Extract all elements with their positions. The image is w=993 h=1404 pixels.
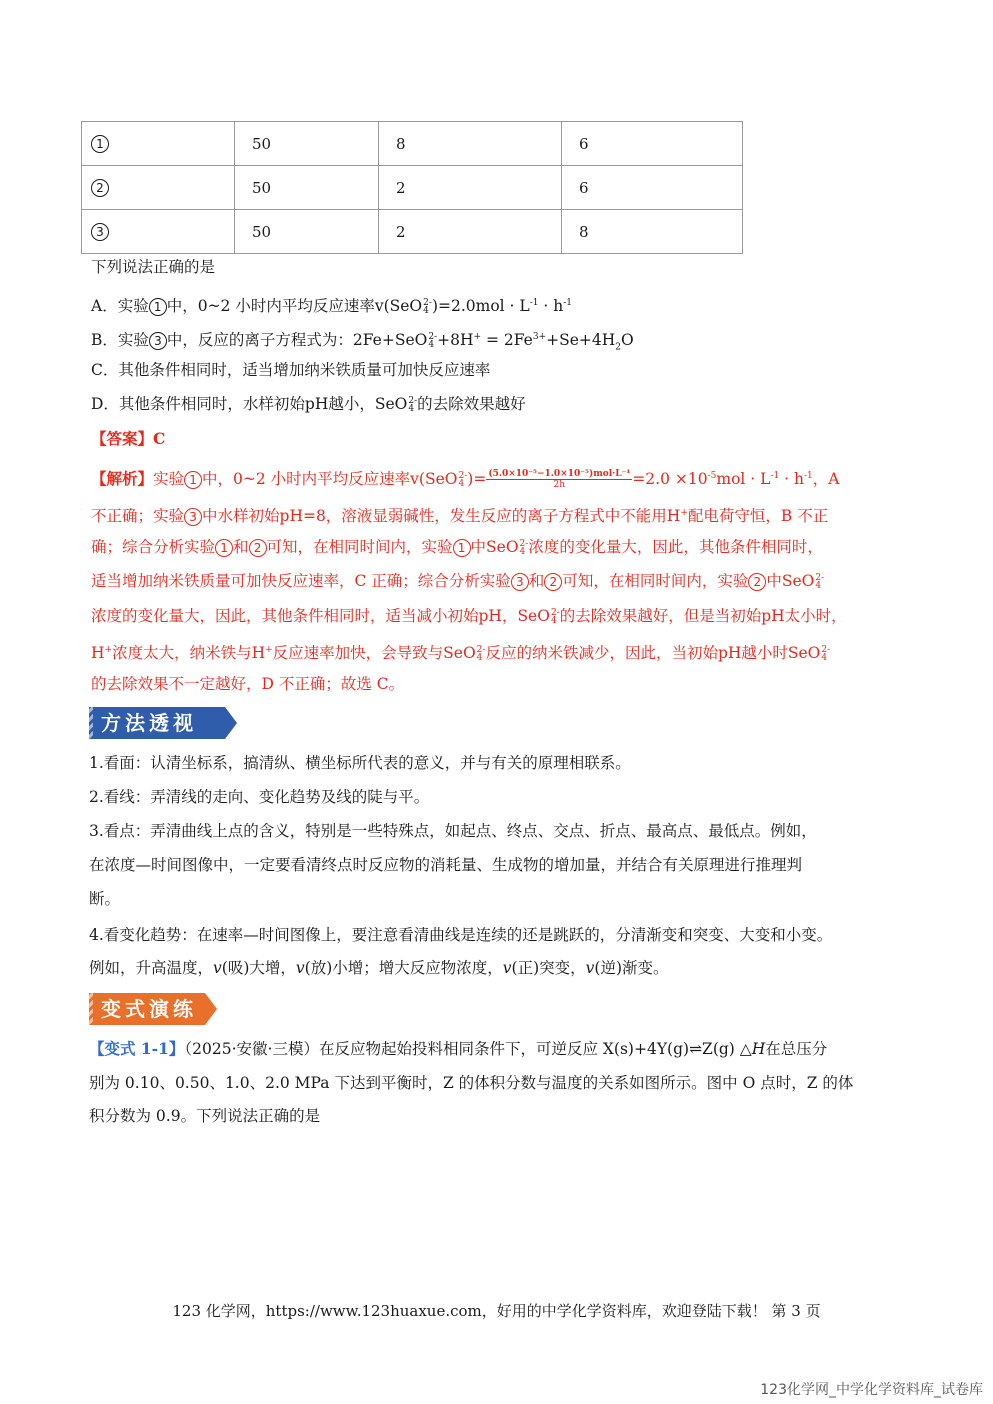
table-cell: 6 (562, 166, 743, 210)
fraction-numerator: (5.0×10⁻⁵−1.0×10⁻⁵)mol·L⁻¹ (488, 469, 631, 480)
analysis-label: 【解析】 (91, 469, 154, 489)
table-row (82, 166, 743, 210)
circled-number: 1 (184, 471, 202, 489)
superscript: 2- (458, 471, 468, 482)
circled-number: 2 (249, 539, 267, 557)
superscript: -5 (707, 471, 717, 481)
circled-number: 1 (149, 298, 167, 316)
circled-number: 3 (149, 332, 167, 350)
option-d-text: D．其他条件相同时，水样初始pH越小，SeO (91, 395, 408, 413)
option-b-text: B．实验 (91, 331, 149, 350)
superscript: 2- (550, 608, 560, 618)
circled-number: 2 (544, 573, 562, 591)
analysis-text: =2.0 ×10 (632, 470, 708, 489)
banner-tail (205, 993, 217, 1025)
option-b-text: O (621, 331, 634, 350)
superscript: 2- (423, 298, 432, 309)
analysis-text: 中SeO (470, 538, 519, 556)
method-text: v (295, 959, 305, 977)
variant-text: 在总压分 (765, 1040, 828, 1058)
ion-charge (520, 540, 529, 556)
analysis-text: 和 (233, 538, 249, 556)
analysis-text: · h (779, 470, 804, 489)
circled-number: 1 (215, 539, 233, 557)
subscript: 4 (821, 653, 828, 664)
answer-value: C (153, 429, 166, 448)
analysis-line-1 (91, 465, 839, 491)
option-b (91, 326, 634, 358)
table-cell (82, 166, 235, 210)
circled-number: 3 (511, 573, 529, 591)
analysis-text: 浓度太大，纳米铁与H (112, 644, 266, 663)
page-footer: 123 化学网，https://www.123huaxue.com，好用的中学化学资料库，欢迎登陆下载！ 第 3 页 (172, 1302, 821, 1320)
subscript: 4 (815, 581, 822, 591)
ion-charge (815, 574, 824, 590)
method-point-2: 2.看线：弄清线的走向、变化趋势及线的陡与平。 (89, 788, 430, 806)
option-b-text: = 2Fe (481, 331, 533, 350)
circled-number: 1 (91, 135, 109, 153)
superscript: 2- (476, 645, 486, 656)
answer-line (91, 428, 165, 450)
table-cell: 8 (562, 210, 743, 254)
analysis-text: 确；综合分析实验 (91, 538, 216, 556)
method-point-3c: 断。 (89, 890, 121, 908)
option-b-text: +Se+4H (546, 331, 616, 350)
subscript: 2 (615, 342, 621, 353)
variant-line-2: 别为 0.10、0.50、1.0、2.0 MPa 下达到平衡时，Z 的体积分数与温度的关系如图所示。图中 O 点时，Z 的体 (89, 1074, 854, 1092)
option-a-text: )=2.0mol · L (431, 297, 530, 316)
superscript: 2- (519, 539, 529, 549)
circled-number: 3 (91, 223, 109, 241)
option-d (91, 393, 526, 415)
ion-charge (428, 333, 437, 349)
table-cell (82, 122, 235, 166)
variant-text: （2025·安徽·三模）在反应物起始投料相同条件下，可逆反应 X(s)+4Y(g)⇌Z(g) △ (184, 1040, 752, 1058)
superscript: -1 (803, 471, 813, 481)
analysis-line-6 (91, 639, 830, 664)
method-point-1: 1.看面：认清坐标系，搞清纵、横坐标所代表的意义，并与有关的原理相联系。 (89, 754, 631, 772)
method-point-4b (89, 957, 669, 979)
circled-number: 1 (453, 539, 471, 557)
analysis-text: 配电荷守恒，B 不正 (687, 507, 829, 526)
circled-number: 2 (748, 573, 766, 591)
subscript: 4 (550, 616, 557, 626)
subscript: 4 (423, 306, 429, 317)
fraction-denominator: 2h (553, 480, 566, 491)
ion-charge (458, 472, 467, 488)
table-cell: 50 (235, 210, 379, 254)
answer-label: 【答案】 (91, 429, 154, 448)
method-point-3a: 3.看点：弄清曲线上点的含义，特别是一些特殊点，如起点、终点、交点、折点、最高点、最低点。例如， (89, 822, 817, 840)
ion-charge (821, 646, 830, 662)
analysis-text: 适当增加纳米铁质量可加快反应速率，C 正确；综合分析实验 (91, 572, 511, 590)
analysis-text: H (91, 644, 105, 663)
analysis-line-3 (91, 536, 823, 558)
superscript: 2- (428, 332, 438, 343)
subscript: 4 (519, 547, 526, 557)
table-cell: 8 (379, 122, 562, 166)
ion-charge (551, 609, 560, 625)
subscript: 4 (458, 479, 465, 490)
table-cell: 2 (379, 210, 562, 254)
analysis-text: 浓度的变化量大，因此，其他条件相同时，适当减小初始pH，SeO (91, 607, 550, 625)
banner-title: 方法透视 (101, 711, 197, 735)
table-row (82, 210, 743, 254)
method-point-4a: 4.看变化趋势：在速率—时间图像上，要注意看清曲线是连续的还是跳跃的，分清渐变和突变、大变和小变。 (89, 926, 833, 944)
table-cell: 50 (235, 166, 379, 210)
method-point-3b: 在浓度—时间图像中，一定要看清终点时反应物的消耗量、生成物的增加量，并结合有关原理进行推理判 (89, 856, 803, 874)
question-prompt: 下列说法正确的是 (91, 258, 216, 276)
analysis-text: )= (467, 470, 487, 489)
superscript: 2- (821, 645, 831, 656)
option-a-text: · h (538, 297, 564, 316)
option-c: C．其他条件相同时，适当增加纳米铁质量可加快反应速率 (91, 361, 491, 379)
method-banner (89, 707, 225, 739)
analysis-text: 可知，在相同时间内，实验 (562, 572, 749, 590)
option-a-text: A．实验 (91, 297, 149, 316)
analysis-line-5 (91, 605, 847, 627)
superscript: + (104, 645, 113, 655)
banner-stripes (83, 707, 93, 739)
variant-banner (89, 993, 205, 1025)
experiment-table (81, 121, 743, 254)
superscript: 2- (815, 573, 825, 583)
analysis-text: 实验 (153, 470, 185, 489)
method-text: 例如，升高温度， (89, 959, 214, 977)
banner-tail (225, 707, 237, 739)
table-cell (82, 210, 235, 254)
subscript: 4 (408, 404, 415, 414)
ion-charge (423, 299, 432, 315)
ion-charge (408, 397, 417, 413)
superscript: -1 (529, 298, 539, 308)
analysis-text: 和 (528, 572, 545, 590)
superscript: -1 (563, 298, 573, 308)
variant-tag: 【变式 1-1】 (89, 1039, 185, 1058)
subscript: 4 (476, 653, 483, 664)
analysis-text: 中，0~2 小时内平均反应速率v(SeO (202, 470, 458, 489)
subscript: 4 (428, 340, 435, 351)
table-cell: 2 (379, 166, 562, 210)
method-text: v (213, 959, 222, 977)
analysis-text: mol · L (716, 470, 771, 489)
analysis-line-7: 的去除效果不一定越好，D 不正确；故选 C。 (91, 675, 405, 693)
analysis-line-2 (91, 502, 828, 527)
option-a-text: 中，0~2 小时内平均反应速率v(SeO (166, 297, 423, 316)
analysis-text: 不正确；实验 (91, 507, 185, 526)
option-d-text: 的去除效果越好 (417, 395, 526, 413)
method-text: (放)小增；增大反应物浓度， (304, 959, 503, 977)
analysis-text: 可知，在相同时间内，实验 (266, 538, 453, 556)
rate-fraction (486, 469, 632, 491)
circled-number: 2 (91, 179, 109, 197)
method-text: (正)突变， (511, 959, 586, 977)
option-a (91, 292, 572, 317)
variant-text: H (751, 1040, 766, 1058)
analysis-text: 中水样初始pH=8，溶液显弱碱性，发生反应的离子方程式中不能用H (202, 507, 681, 526)
superscript: 3+ (532, 332, 547, 342)
method-text: (吸)大增， (221, 959, 296, 977)
superscript: + (680, 508, 688, 518)
method-text: v (502, 959, 512, 977)
table-row (82, 122, 743, 166)
watermark: 123化学网_中学化学资料库_试卷库 (760, 1382, 983, 1398)
superscript: 2- (408, 396, 418, 406)
table-cell: 6 (562, 122, 743, 166)
table-cell: 50 (235, 122, 379, 166)
analysis-text: 浓度的变化量大，因此，其他条件相同时， (528, 538, 823, 556)
option-b-text: +8H (437, 331, 474, 350)
circled-number: 3 (184, 508, 202, 526)
variant-line-1 (89, 1038, 827, 1060)
banner-title: 变式演练 (101, 997, 197, 1021)
variant-line-3: 积分数为 0.9。下列说法正确的是 (89, 1107, 321, 1125)
method-text: (逆)渐变。 (594, 959, 669, 977)
banner-stripes (83, 993, 93, 1025)
superscript: + (473, 332, 482, 342)
analysis-line-4 (91, 570, 824, 592)
analysis-text: 反应的纳米铁减少，因此，当初始pH越小时SeO (485, 644, 821, 663)
method-text: v (585, 959, 595, 977)
analysis-text: 反应速率加快，会导致与SeO (272, 644, 476, 663)
option-b-text: 中，反应的离子方程式为：2Fe+SeO (166, 331, 428, 350)
superscript: + (265, 645, 273, 655)
analysis-text: ，A (812, 470, 840, 489)
superscript: -1 (770, 471, 780, 481)
analysis-text: 中SeO (766, 572, 815, 590)
analysis-text: 的去除效果越好，但是当初始pH太小时， (559, 607, 847, 625)
